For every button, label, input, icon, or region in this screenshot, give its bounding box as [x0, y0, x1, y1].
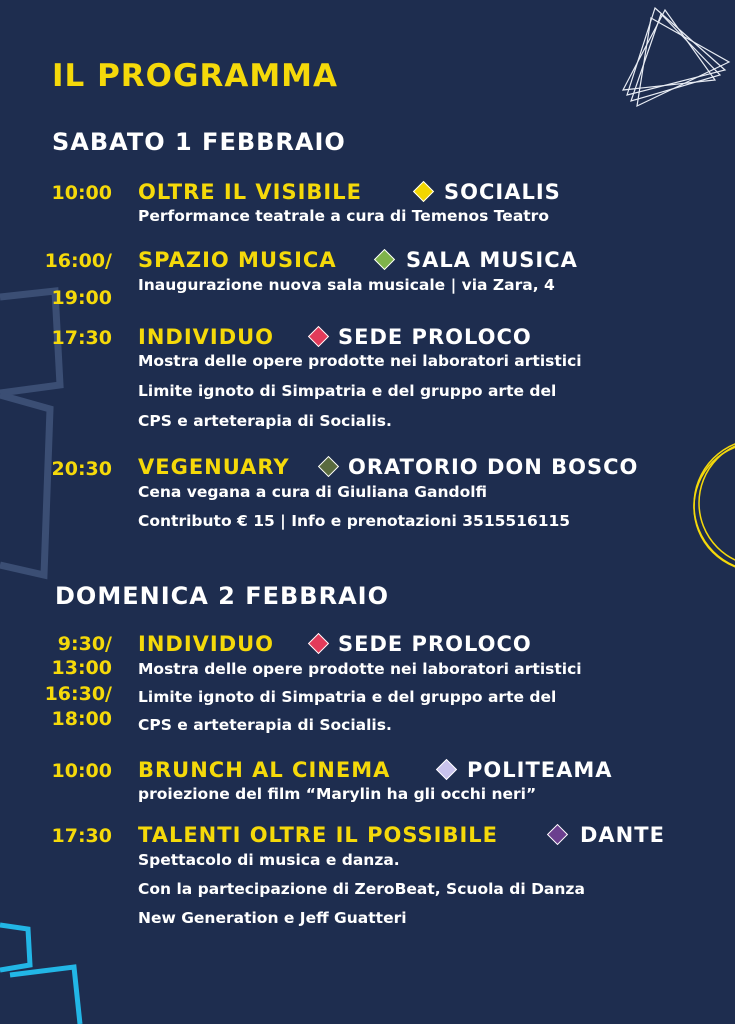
event-time: 10:00 [51, 182, 112, 204]
event-venue: SEDE PROLOCO [338, 325, 532, 349]
event-time-2: 13:00 [51, 657, 112, 679]
event-title: INDIVIDUO [138, 632, 275, 656]
event-title: INDIVIDUO [138, 325, 275, 349]
event-description-line-3: CPS e arteterapia di Socialis. [138, 716, 392, 734]
event-venue: SOCIALIS [444, 180, 561, 204]
event-time: 17:30 [51, 327, 112, 349]
event-description-line-2: Contributo € 15 | Info e prenotazioni 3515516115 [138, 512, 571, 530]
event-time: 20:30 [51, 458, 112, 480]
event-description-line-3: New Generation e Jeff Guatteri [138, 909, 407, 927]
event-description-line-2: Limite ignoto di Simpatria e del gruppo arte del [138, 382, 557, 400]
event-venue: SEDE PROLOCO [338, 632, 532, 656]
event-description-line-1: Mostra delle opere prodotte nei laboratori artistici [138, 660, 582, 678]
event-description: Inaugurazione nuova sala musicale | via Zara, 4 [138, 276, 555, 294]
yellow-circle-outline-decoration [690, 430, 735, 580]
event-time-4: 18:00 [51, 708, 112, 730]
event-time: 17:30 [51, 825, 112, 847]
day-heading-sunday: DOMENICA 2 FEBBRAIO [55, 582, 389, 610]
event-venue: SALA MUSICA [406, 248, 578, 272]
event-title: VEGENUARY [138, 455, 290, 479]
event-venue: DANTE [580, 823, 665, 847]
event-venue: POLITEAMA [467, 758, 613, 782]
event-description: proiezione del film “Marylin ha gli occhi neri” [138, 785, 537, 803]
event-description-line-3: CPS e arteterapia di Socialis. [138, 412, 392, 430]
event-description-line-1: Cena vegana a cura di Giuliana Gandolfi [138, 483, 488, 501]
event-title: OLTRE IL VISIBILE [138, 180, 362, 204]
page-title: IL PROGRAMMA [52, 58, 339, 94]
event-title: TALENTI OLTRE IL POSSIBILE [138, 823, 499, 847]
day-heading-saturday: SABATO 1 FEBBRAIO [52, 128, 346, 156]
diamond-icon [547, 824, 568, 845]
event-title: SPAZIO MUSICA [138, 248, 337, 272]
event-time-1: 9:30/ [57, 633, 112, 655]
diamond-icon [318, 456, 339, 477]
cyan-square-outline-decoration [0, 915, 90, 1024]
diamond-icon [308, 326, 329, 347]
diamond-icon [308, 633, 329, 654]
event-time-3: 16:30/ [44, 683, 112, 705]
event-time-start: 16:00/ [44, 250, 112, 272]
event-title: BRUNCH AL CINEMA [138, 758, 391, 782]
event-description-line-2: Limite ignoto di Simpatria e del gruppo arte del [138, 688, 557, 706]
diamond-icon [436, 759, 457, 780]
event-description-line-1: Mostra delle opere prodotte nei laboratori artistici [138, 352, 582, 370]
diamond-icon [374, 249, 395, 270]
event-time: 10:00 [51, 760, 112, 782]
event-venue: ORATORIO DON BOSCO [348, 455, 639, 479]
triangle-outline-decoration [615, 0, 735, 115]
event-description-line-2: Con la partecipazione di ZeroBeat, Scuola di Danza [138, 880, 585, 898]
event-description-line-1: Spettacolo di musica e danza. [138, 851, 400, 869]
event-description: Performance teatrale a cura di Temenos Teatro [138, 207, 549, 225]
event-time-end: 19:00 [51, 287, 112, 309]
diamond-icon [413, 181, 434, 202]
